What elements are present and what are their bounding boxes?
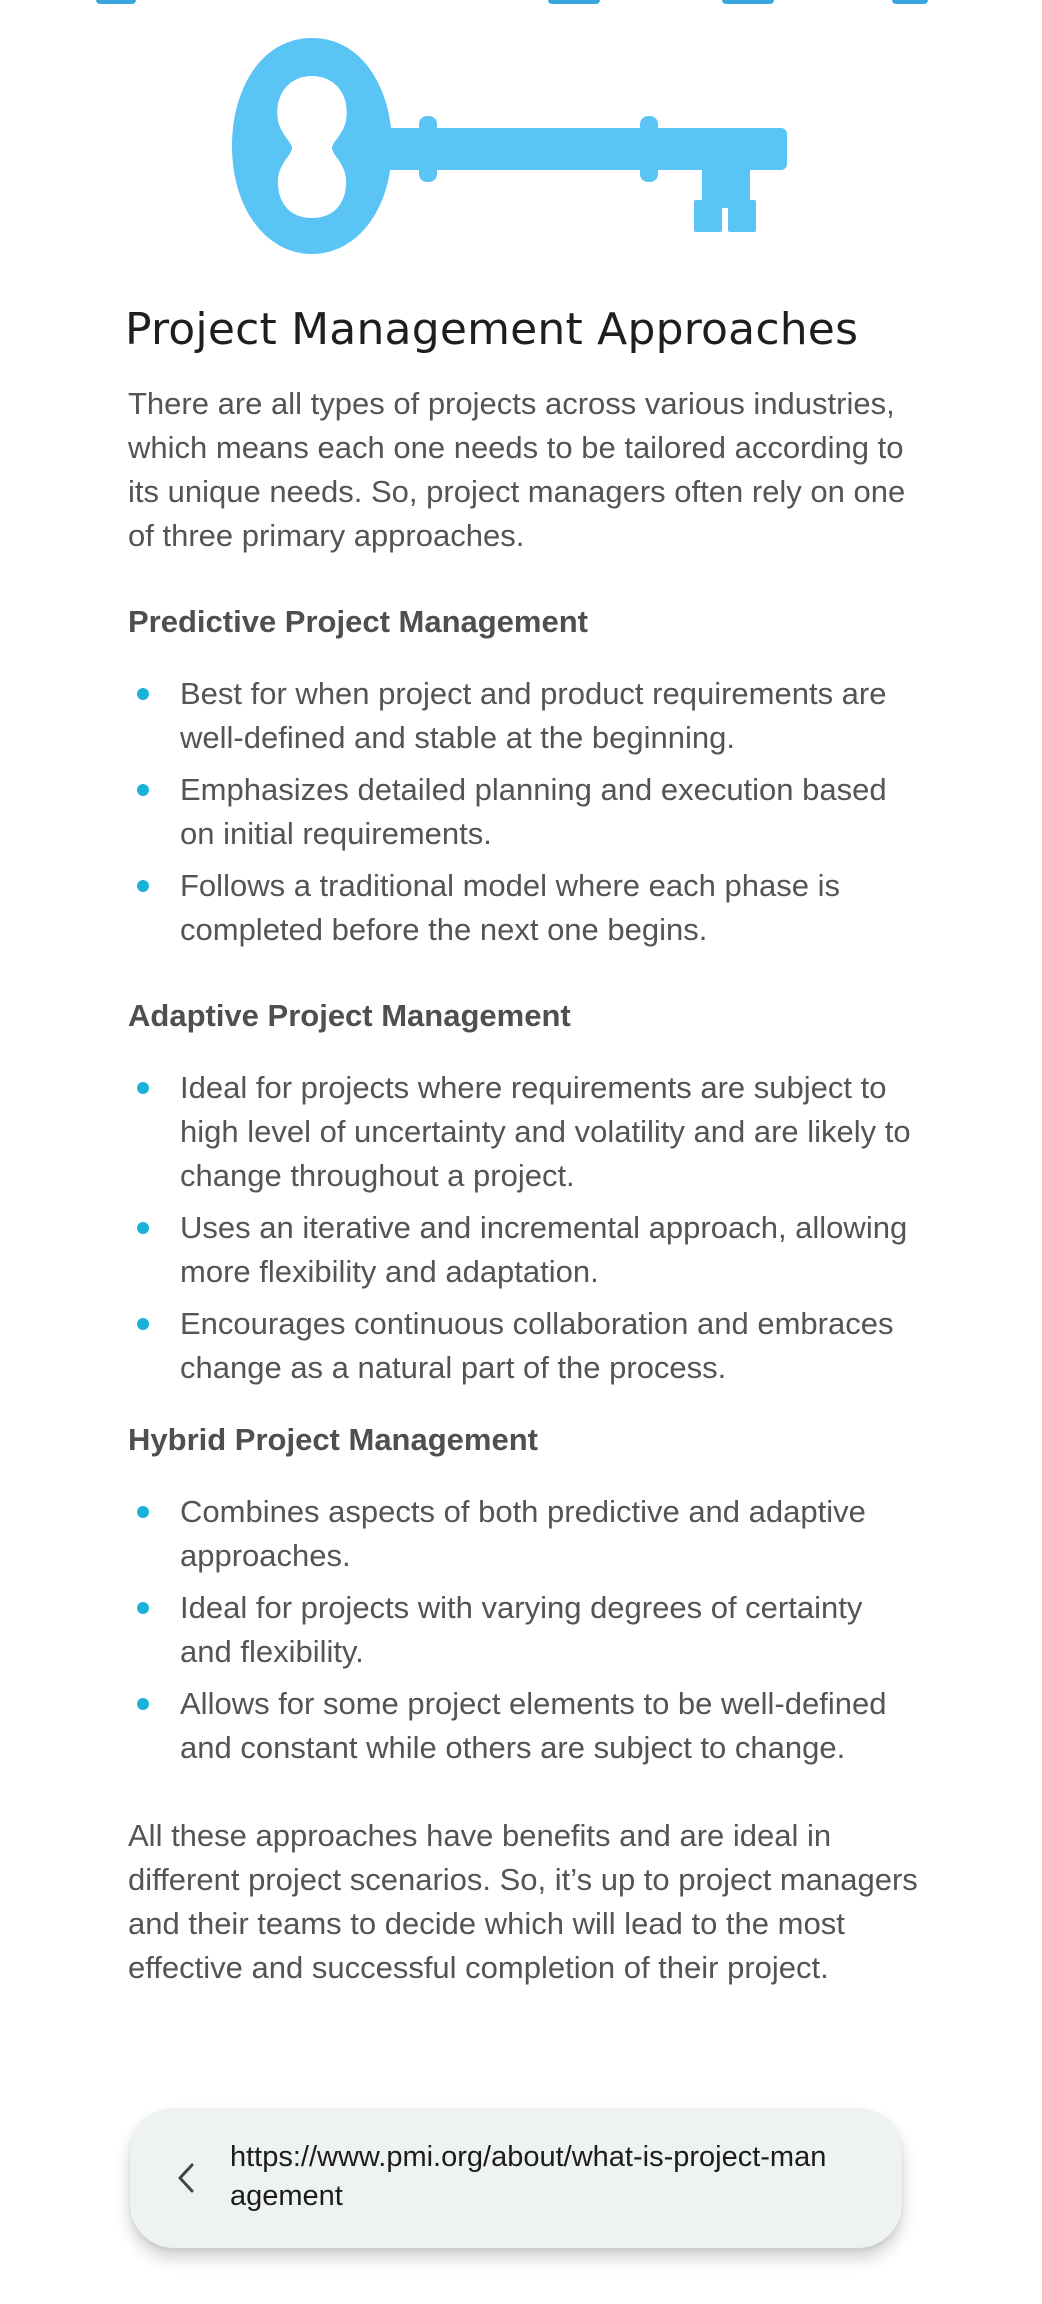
bullet-text: Combines aspects of both predictive and adaptive approaches. [180,1494,866,1573]
list-item [128,1206,918,1294]
top-fragment [722,0,774,4]
bullet-dot-icon [137,1318,149,1330]
bullet-list [128,1490,918,1770]
intro-paragraph: There are all types of projects across various industries, which means each one needs to be tailored according to its unique needs. So, project managers often rely on one of three primary approaches. [128,386,906,553]
top-fragment [548,0,600,4]
bullet-list [128,1066,918,1390]
list-item [128,1302,918,1390]
bullet-text: Uses an iterative and incremental approach, allowing more flexibility and adaptation. [180,1210,908,1289]
bullet-text: Follows a traditional model where each phase is completed before the next one begins. [180,868,840,947]
top-fragment [892,0,928,4]
bullet-dot-icon [137,1222,149,1234]
list-item [128,1682,918,1770]
bullet-dot-icon [137,1082,149,1094]
bullet-dot-icon [137,784,149,796]
article [125,300,918,1990]
bullet-text: Ideal for projects with varying degrees of certainty and flexibility. [180,1590,863,1669]
back-button[interactable] [166,2154,206,2202]
section-predictive [128,602,918,952]
bullet-dot-icon [137,1602,149,1614]
url-text[interactable]: https://www.pmi.org/about/what-is-project-management [230,2141,827,2212]
top-fragment [96,0,136,4]
chevron-left-icon [175,2161,197,2195]
bullet-text: Ideal for projects where requirements are subject to high level of uncertainty and volatility and are likely to change throughout a project. [180,1070,911,1193]
list-item [128,1066,918,1198]
bullet-dot-icon [137,880,149,892]
list-item [128,672,918,760]
page-title: Project Management Approaches [125,304,859,355]
list-item [128,768,918,856]
bullet-list [128,672,918,952]
top-partial-graphics [0,0,1042,10]
list-item [128,1490,918,1578]
bullet-dot-icon [137,688,149,700]
closing-paragraph: All these approaches have benefits and are ideal in different project scenarios. So, it’s up to project managers and their teams to decide which will lead to the most effective and successful completion of their project. [128,1818,918,1985]
bullet-dot-icon [137,1698,149,1710]
url-bar[interactable] [130,2108,902,2248]
list-item [128,864,918,952]
section-heading: Adaptive Project Management [128,998,571,1033]
bullet-text: Best for when project and product requirements are well-defined and stable at the beginning. [180,676,887,755]
list-item [128,1586,918,1674]
section-heading: Predictive Project Management [128,604,588,639]
bullet-dot-icon [137,1506,149,1518]
section-adaptive [128,996,918,1390]
bullet-text: Encourages continuous collaboration and embraces change as a natural part of the process. [180,1306,894,1385]
bullet-text: Emphasizes detailed planning and execution based on initial requirements. [180,772,887,851]
section-hybrid [128,1420,918,1770]
bullet-text: Allows for some project elements to be well-defined and constant while others are subject to change. [180,1686,887,1765]
key-icon [232,38,802,263]
section-heading: Hybrid Project Management [128,1422,538,1457]
